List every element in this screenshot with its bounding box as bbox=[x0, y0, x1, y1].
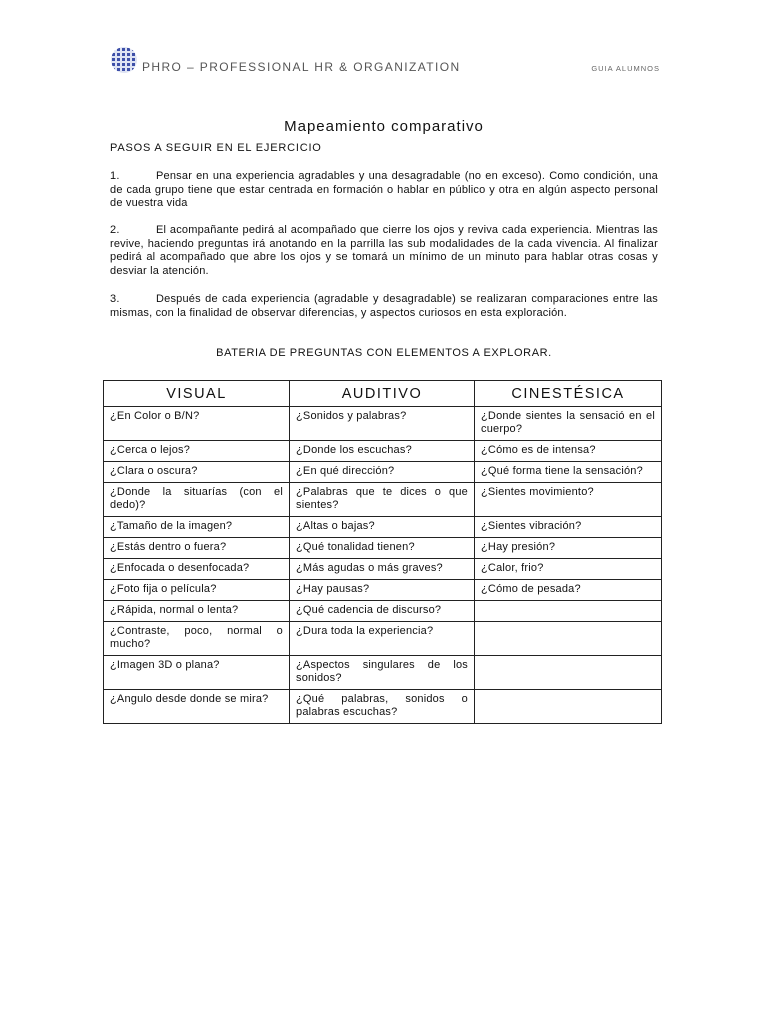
table-cell: ¿Donde la situarías (con el dedo)? bbox=[104, 483, 290, 517]
table-row bbox=[104, 656, 662, 690]
table-row bbox=[104, 407, 662, 441]
table-cell: ¿Calor, frio? bbox=[475, 559, 662, 580]
table-cell: ¿Sientes vibración? bbox=[475, 517, 662, 538]
table-cell bbox=[475, 601, 662, 622]
steps-heading: PASOS A SEGUIR EN EL EJERCICIO bbox=[110, 142, 322, 154]
table-cell: ¿Imagen 3D o plana? bbox=[104, 656, 290, 690]
table-cell: ¿Enfocada o desenfocada? bbox=[104, 559, 290, 580]
column-header-cinestesica: CINESTÉSICA bbox=[475, 381, 662, 407]
brand-name: PHRO – PROFESSIONAL HR & ORGANIZATION bbox=[142, 60, 461, 74]
table-cell: ¿Hay presión? bbox=[475, 538, 662, 559]
table-header-row bbox=[104, 381, 662, 407]
step-1 bbox=[110, 170, 658, 211]
table-cell: ¿Palabras que te dices o que sientes? bbox=[290, 483, 475, 517]
page-header bbox=[110, 44, 660, 76]
table-cell bbox=[475, 656, 662, 690]
table-cell: ¿Tamaño de la imagen? bbox=[104, 517, 290, 538]
table-cell: ¿Estás dentro o fuera? bbox=[104, 538, 290, 559]
table-cell: ¿Clara o oscura? bbox=[104, 462, 290, 483]
table-cell: ¿Cerca o lejos? bbox=[104, 441, 290, 462]
table-cell: ¿Qué tonalidad tienen? bbox=[290, 538, 475, 559]
table-row bbox=[104, 559, 662, 580]
questions-table bbox=[103, 380, 662, 724]
table-cell: ¿Hay pausas? bbox=[290, 580, 475, 601]
table-cell: ¿Dura toda la experiencia? bbox=[290, 622, 475, 656]
table-row bbox=[104, 462, 662, 483]
column-header-auditivo: AUDITIVO bbox=[290, 381, 475, 407]
table-cell: ¿Cómo es de intensa? bbox=[475, 441, 662, 462]
table-cell: ¿Qué cadencia de discurso? bbox=[290, 601, 475, 622]
table-row bbox=[104, 601, 662, 622]
step-number: 3. bbox=[110, 293, 120, 305]
phro-logo-icon bbox=[110, 46, 138, 74]
table-cell: ¿Cómo de pesada? bbox=[475, 580, 662, 601]
table-cell: ¿Qué palabras, sonidos o palabras escuchas? bbox=[290, 690, 475, 724]
step-number: 2. bbox=[110, 224, 120, 236]
table-cell: ¿En Color o B/N? bbox=[104, 407, 290, 441]
table-row bbox=[104, 517, 662, 538]
step-text: Después de cada experiencia (agradable y desagradable) se realizaran comparaciones entre las mismas, con la finalidad de observar diferencias, y aspectos curiosos en esta exploración. bbox=[110, 293, 658, 319]
step-text: Pensar en una experiencia agradables y una desagradable (no en exceso). Como condición, una de cada grupo tiene que estar centrada en formación o hablar en público y otra en algún aspecto personal de vuestra vida bbox=[110, 170, 658, 209]
table-cell: ¿Foto fija o película? bbox=[104, 580, 290, 601]
table-cell bbox=[475, 690, 662, 724]
guide-label: GUIA ALUMNOS bbox=[591, 64, 660, 73]
table-row bbox=[104, 580, 662, 601]
step-2 bbox=[110, 224, 658, 278]
table-cell: ¿Qué forma tiene la sensación? bbox=[475, 462, 662, 483]
table-row bbox=[104, 483, 662, 517]
table-row bbox=[104, 538, 662, 559]
table-cell: ¿Aspectos singulares de los sonidos? bbox=[290, 656, 475, 690]
table-cell: ¿Contraste, poco, normal o mucho? bbox=[104, 622, 290, 656]
table-row bbox=[104, 690, 662, 724]
document-title: Mapeamiento comparativo bbox=[284, 118, 484, 135]
table-cell: ¿Altas o bajas? bbox=[290, 517, 475, 538]
step-3 bbox=[110, 293, 658, 320]
step-text: El acompañante pedirá al acompañado que cierre los ojos y reviva cada experiencia. Mientras las revive, haciendo preguntas irá anotando en la parrilla las sub modalidades de la cada vivencia. Al finalizar pedirá al acompañado que abre los ojos y se tomará un mínimo de un minuto para hablar otras cosas y desviar la atención. bbox=[110, 224, 658, 277]
column-header-visual: VISUAL bbox=[104, 381, 290, 407]
table-cell: ¿Angulo desde donde se mira? bbox=[104, 690, 290, 724]
table-row bbox=[104, 441, 662, 462]
table-cell: ¿En qué dirección? bbox=[290, 462, 475, 483]
table-cell: ¿Más agudas o más graves? bbox=[290, 559, 475, 580]
table-cell: ¿Donde sientes la sensació en el cuerpo? bbox=[475, 407, 662, 441]
battery-title: BATERIA DE PREGUNTAS CON ELEMENTOS A EXPLORAR. bbox=[216, 347, 552, 359]
table-cell: ¿Donde los escuchas? bbox=[290, 441, 475, 462]
table-row bbox=[104, 622, 662, 656]
table-cell: ¿Sonidos y palabras? bbox=[290, 407, 475, 441]
table-cell: ¿Sientes movimiento? bbox=[475, 483, 662, 517]
step-number: 1. bbox=[110, 170, 120, 182]
table-cell: ¿Rápida, normal o lenta? bbox=[104, 601, 290, 622]
table-cell bbox=[475, 622, 662, 656]
